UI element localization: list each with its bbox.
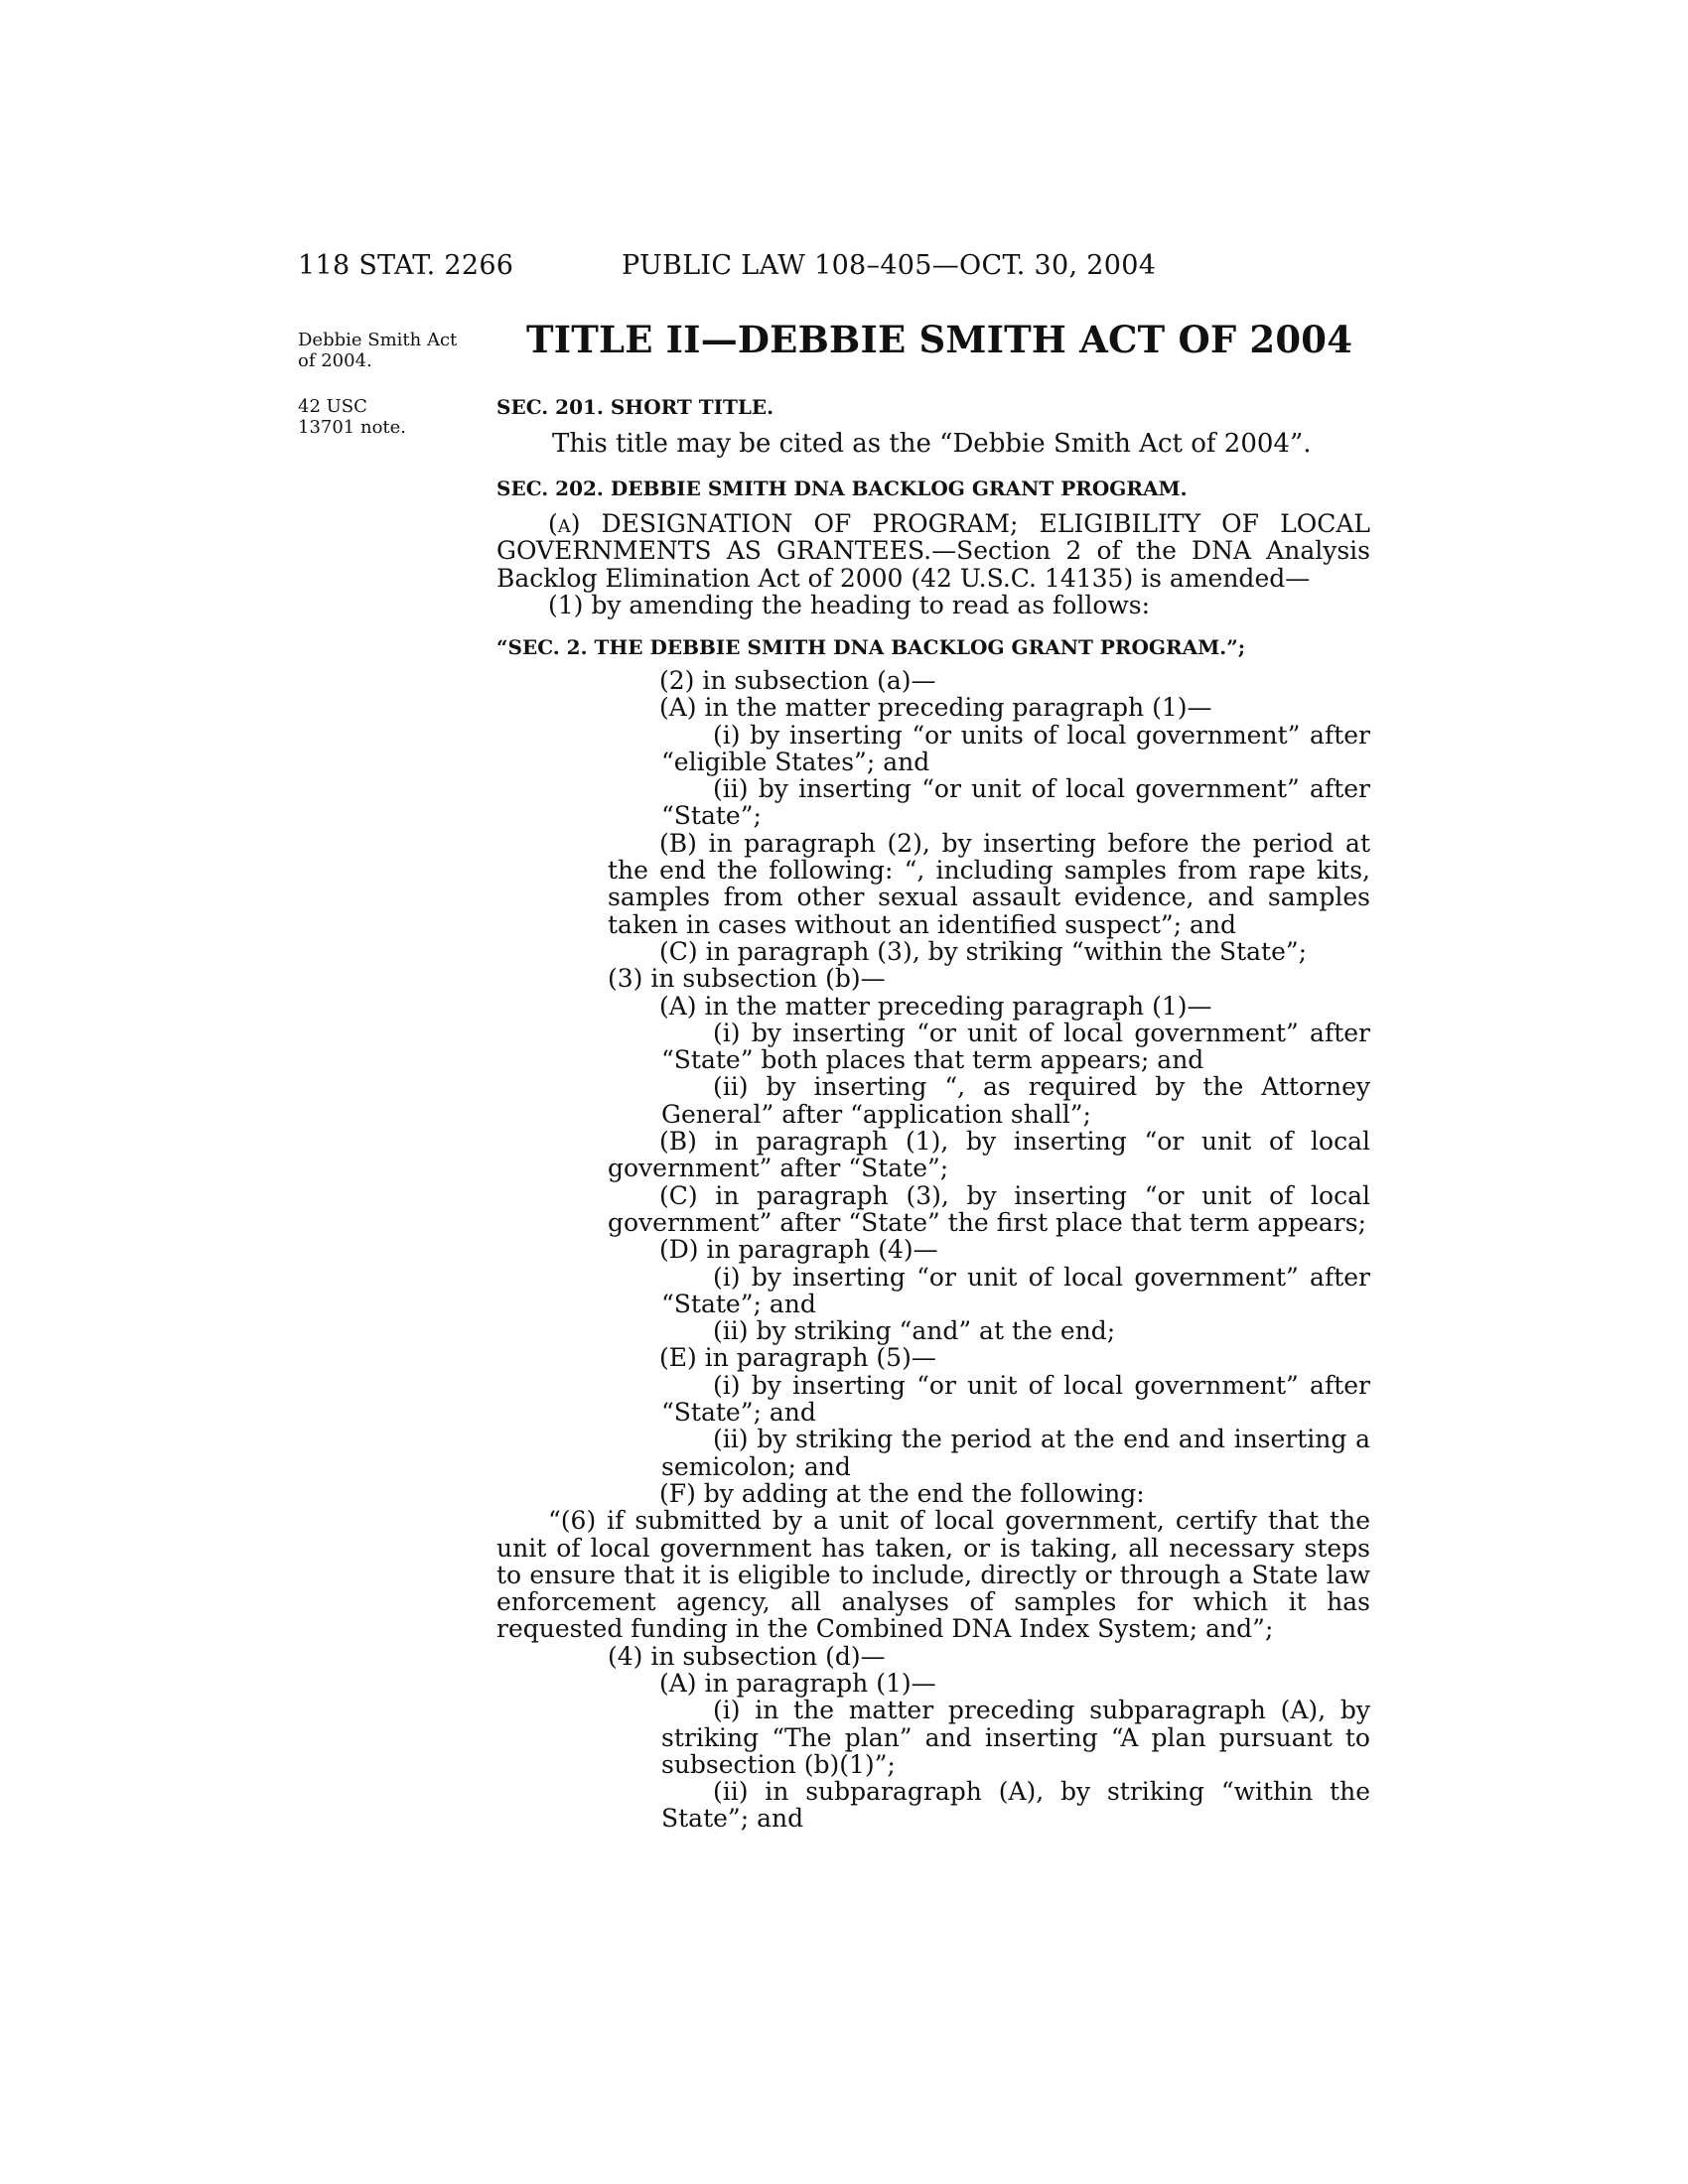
margin-note-usc: 42 USC 13701 note.	[298, 396, 407, 438]
amendment-2-C: (C) in paragraph (3), by striking “within the State”;	[659, 936, 1308, 966]
amendment-4: (4) in subsection (d)—	[608, 1641, 886, 1671]
public-law-citation: PUBLIC LAW 108–405—OCT. 30, 2004	[622, 250, 1157, 281]
amendment-3-A-i: (i) by inserting “or unit of local government” after “State” both places that term appears; and	[661, 1018, 1370, 1075]
amendment-3-A-ii: (ii) by inserting “, as required by the Attorney General” after “application shall”;	[661, 1072, 1370, 1129]
amendment-3-E-i: (i) by inserting “or unit of local government” after “State”; and	[661, 1370, 1370, 1428]
amendment-2-A-ii: (ii) by inserting “or unit of local government” after “State”;	[661, 774, 1370, 831]
amendment-2-A-i: (i) by inserting “or units of local government” after “eligible States”; and	[661, 720, 1370, 776]
amendment-3-F: (F) by adding at the end the following:	[659, 1478, 1145, 1508]
running-header	[298, 250, 1211, 290]
amendment-4-A: (A) in paragraph (1)—	[659, 1668, 936, 1698]
amendment-3-A: (A) in the matter preceding paragraph (1)—	[659, 991, 1212, 1021]
amendment-list	[496, 667, 1370, 1833]
quoted-sec-2-heading: “SEC. 2. THE DEBBIE SMITH DNA BACKLOG GRANT PROGRAM.”;	[496, 635, 1246, 659]
margin-note-act-name: Debbie Smith Act of 2004.	[298, 330, 458, 371]
amendment-1: (1) by amending the heading to read as follows:	[548, 590, 1151, 619]
title-heading: TITLE II—DEBBIE SMITH ACT OF 2004	[526, 318, 1353, 361]
amendment-3-E: (E) in paragraph (5)—	[659, 1343, 936, 1373]
subsection-a-text: —Section 2 of the DNA Analysis Backlog Elimination Act of 2000 (42 U.S.C. 14135) is amended—	[496, 536, 1371, 593]
statute-page-number: 118 STAT. 2266	[298, 250, 514, 281]
subsection-a-paragraph	[496, 510, 1370, 592]
subsection-a-caption: (a) DESIGNATION OF PROGRAM; ELIGIBILITY OF LOCAL GOVERNMENTS AS GRANTEES.	[496, 509, 1370, 566]
amendment-3-B: (B) in paragraph (1), by inserting “or unit of local government” after “State”;	[608, 1127, 1370, 1183]
sec-202-heading: SEC. 202. DEBBIE SMITH DNA BACKLOG GRANT PROGRAM.	[496, 477, 1188, 500]
amendment-2-B: (B) in paragraph (2), by inserting before the period at the end the following: “, including samples from rape kits, samples from other sexual assault evidence, and samples taken in cases without an identified suspect”; and	[608, 828, 1370, 939]
inserted-paragraph-6: “(6) if submitted by a unit of local government, certify that the unit of local government has taken, or is taking, all necessary steps to ensure that it is eligible to include, directly or through a State law enforcement agency, all analyses of samples for which it has requested funding in the Combined DNA Index System; and”;	[496, 1506, 1370, 1644]
amendment-4-A-i: (i) in the matter preceding subparagraph (A), by striking “The plan” and inserting “A plan pursuant to subsection (b)(1)”;	[661, 1696, 1370, 1779]
sec-201-text: This title may be cited as the “Debbie Smith Act of 2004”.	[552, 429, 1312, 459]
sec-202-subsection-a	[496, 510, 1370, 618]
amendment-4-A-ii: (ii) in subparagraph (A), by striking “within the State”; and	[661, 1777, 1370, 1834]
amendment-3: (3) in subsection (b)—	[608, 964, 886, 994]
amendment-3-E-ii: (ii) by striking the period at the end and inserting a semicolon; and	[661, 1425, 1370, 1481]
amendment-2: (2) in subsection (a)—	[659, 666, 936, 695]
amendment-3-D: (D) in paragraph (4)—	[659, 1235, 938, 1265]
sec-201-heading: SEC. 201. SHORT TITLE.	[496, 395, 774, 419]
amendment-3-D-ii: (ii) by striking “and” at the end;	[713, 1316, 1116, 1346]
amendment-3-D-i: (i) by inserting “or unit of local government” after “State”; and	[661, 1262, 1370, 1318]
amendment-3-C: (C) in paragraph (3), by inserting “or unit of local government” after “State” the first place that term appears;	[608, 1180, 1370, 1237]
amendment-2-A: (A) in the matter preceding paragraph (1)—	[659, 693, 1212, 723]
